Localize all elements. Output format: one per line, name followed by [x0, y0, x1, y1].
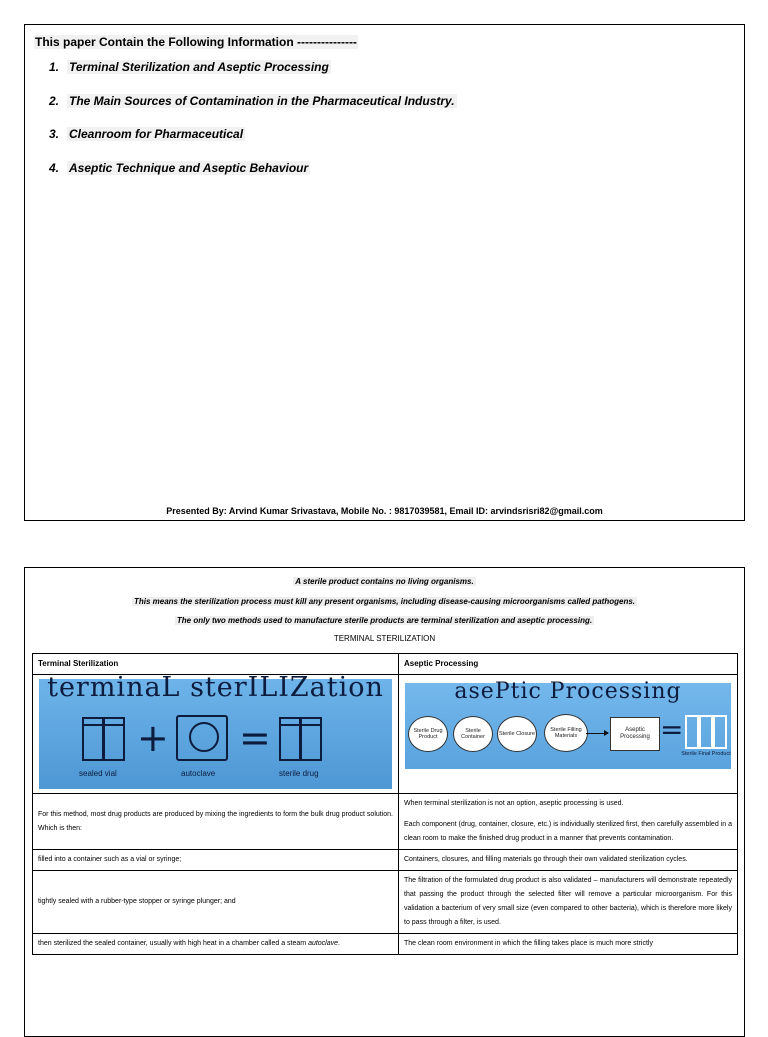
section-title: TERMINAL STERILIZATION	[333, 634, 436, 643]
image-title: asePtic Processing	[454, 679, 682, 704]
step-sterile-container: Sterile Container	[453, 716, 493, 752]
equals-icon: =	[660, 713, 684, 746]
item-text: Terminal Sterilization and Aseptic Processing	[69, 60, 329, 74]
aseptic-text: The clean room environment in which the filling takes place is much more strictly	[399, 934, 738, 955]
vial-cap-icon	[82, 717, 104, 726]
terminal-text: then sterilized the sealed container, usually with high heat in a chamber called a steam autoclave.	[33, 934, 399, 955]
image-title: terminaL sterILIZation	[47, 672, 384, 703]
caption-sterile-final-product: Sterile Final Product	[681, 751, 731, 757]
page-1	[24, 24, 745, 521]
aseptic-text	[399, 794, 738, 850]
autoclave-term: autoclave	[308, 940, 339, 947]
table-row	[33, 871, 738, 934]
terminal-text: tightly sealed with a rubber-type stopper or syringe plunger; and	[33, 871, 399, 934]
aseptic-text-b: Each component (drug, container, closure, etc.) is individually sterilized first, then carefully assembled in a clean room to make the finished drug product in a manner that prevents contamination.	[404, 821, 732, 842]
item-number: 2.	[49, 93, 60, 108]
step-sterile-closure: Sterile Closure	[497, 716, 537, 752]
autoclave-door-icon	[189, 722, 219, 752]
vial-cap-icon	[103, 717, 125, 726]
table-row	[33, 850, 738, 871]
vial-cap-icon	[279, 717, 301, 726]
list-item	[49, 60, 457, 82]
intro-line-1: A sterile product contains no living organisms.	[295, 577, 474, 586]
item-text: Cleanroom for Pharmaceutical	[69, 127, 244, 141]
header-aseptic-processing: Aseptic Processing	[399, 654, 738, 675]
terminal-sterilization-image	[39, 672, 392, 789]
item-text: Aseptic Technique and Aseptic Behaviour	[69, 160, 309, 175]
aseptic-processing-box: Aseptic Processing	[610, 717, 660, 751]
page-heading: This paper Contain the Following Information ---------------	[35, 35, 357, 49]
caption-autoclave: autoclave	[181, 769, 216, 778]
vial-icon	[699, 715, 713, 749]
caption-sterile-drug: sterile drug	[279, 769, 319, 778]
item-number: 4.	[49, 160, 60, 175]
vial-icon	[713, 715, 727, 749]
vial-icon	[685, 715, 699, 749]
aseptic-text: The filtration of the formulated drug product is also validated – manufacturers will demonstrate repeatedly that passing the product through the selected filter will remove a particular microorganism. For this validation a bacterium of very small size (even compared to other bacteria), which is therefore more likely to pass through a filter, is used.	[399, 871, 738, 934]
table-row	[33, 794, 738, 850]
table-row	[33, 934, 738, 955]
terminal-text: filled into a container such as a vial or syringe;	[33, 850, 399, 871]
aseptic-text-a: When terminal sterilization is not an option, aseptic processing is used.	[404, 800, 624, 807]
arrow-icon	[586, 733, 608, 734]
vial-cap-icon	[300, 717, 322, 726]
presenter-footer: Presented By: Arvind Kumar Srivastava, Mobile No. : 9817039581, Email ID: arvindsrisri82@gmail.com	[166, 506, 603, 516]
intro-line-2: This means the sterilization process must kill any present organisms, including disease-causing microorganisms called pathogens.	[133, 597, 636, 606]
plus-icon: +	[137, 716, 169, 760]
table-row-images	[33, 675, 738, 794]
page-2	[24, 567, 745, 1037]
caption-sealed-vial: sealed vial	[79, 769, 117, 778]
contents-list	[49, 60, 457, 194]
step-sterile-filling-materials: Sterile Filling Materials	[544, 714, 588, 752]
item-number: 1.	[49, 60, 60, 74]
list-item	[49, 161, 457, 183]
intro-line-3: The only two methods used to manufacture sterile products are terminal sterilization and aseptic processing.	[176, 616, 593, 625]
list-item	[49, 127, 457, 149]
aseptic-processing-image	[405, 679, 731, 769]
item-text: The Main Sources of Contamination in the Pharmaceutical Industry.	[69, 93, 455, 108]
step-sterile-drug-product: Sterile Drug Product	[408, 716, 448, 752]
equals-icon: =	[239, 716, 271, 760]
aseptic-text: Containers, closures, and filling materials go through their own validated sterilization cycles.	[399, 850, 738, 871]
list-item	[49, 94, 457, 116]
header-terminal-sterilization: Terminal Sterilization	[33, 654, 399, 675]
comparison-table	[32, 653, 738, 955]
item-number: 3.	[49, 127, 60, 141]
terminal-text: For this method, most drug products are produced by mixing the ingredients to form the bulk drug product solution. Which is then:	[33, 794, 399, 850]
